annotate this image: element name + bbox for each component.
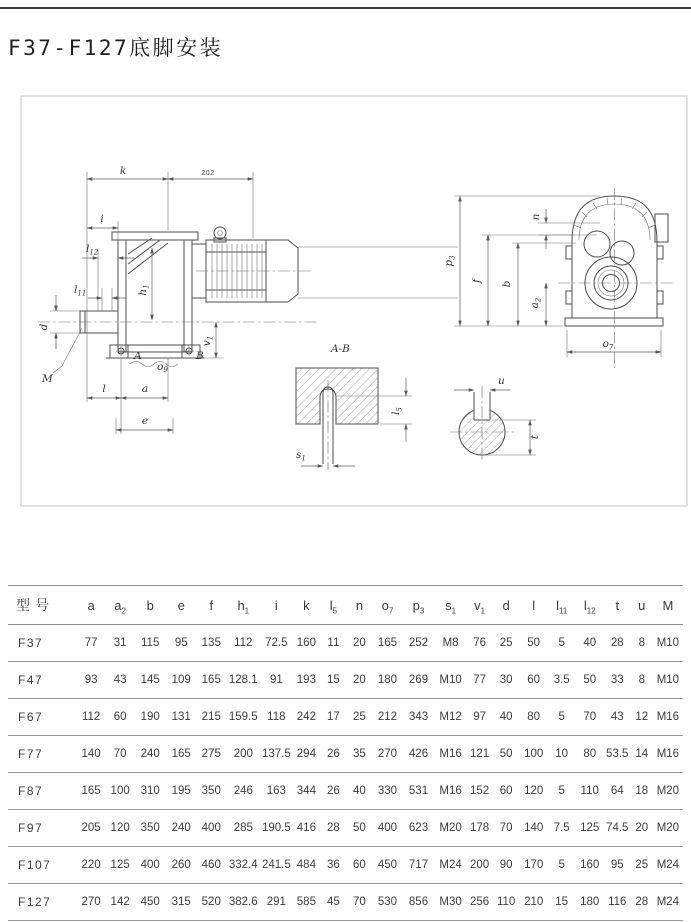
table-cell: 159.5 [228,711,258,723]
table-cell: 531 [408,785,429,797]
dim-label-d: d [38,323,50,331]
dim-label-k: k [119,165,127,177]
table-cell: 5 [558,859,565,871]
table-cell: 43 [113,674,127,686]
dim-label-l5: $l_5$ [390,407,404,415]
col-header-d: d [502,597,510,613]
table-cell: 36 [327,859,340,871]
col-header-n: n [355,597,364,613]
table-cell: M24 [656,896,680,908]
table-cell: 26 [327,785,340,797]
col-header-M: M [662,597,674,613]
table-cell: M16 [439,785,462,797]
table-cell: 291 [266,896,286,908]
table-cell: 142 [110,896,130,908]
table-cell: 110 [580,785,599,797]
table-cell: 70 [499,822,513,834]
table-cell: 450 [377,859,398,871]
table-cell: 110 [496,896,516,908]
dim-label-f: f [471,279,483,283]
table-cell: 165 [81,785,101,797]
table-cell: M10 [656,637,680,649]
dim-label-l12: $l_{12}$ [86,243,99,257]
table-cell: M20 [439,822,462,834]
table-cell: 26 [327,748,340,760]
table-cell: 64 [610,785,624,797]
drawing-frame [21,96,687,506]
table-cell: 35 [353,748,366,760]
dim-label-e: e [141,415,149,427]
table-cell: 100 [524,748,544,760]
table-cell: 5 [558,785,565,797]
table-cell: 50 [527,637,541,649]
dim-label-a: a [141,383,149,395]
table-cell: 50 [583,674,597,686]
table-cell: 72.5 [265,637,288,649]
col-header-l5: $l_5$ [329,597,338,616]
table-cell: 400 [201,822,221,834]
table-cell: 180 [377,674,398,686]
table-cell: 426 [408,748,429,760]
table-cell: 18 [635,785,649,797]
table-cell: 112 [234,637,253,649]
col-header-l: l [532,597,536,613]
table-cell: 246 [233,785,253,797]
table-cell: 344 [296,785,316,797]
table-row-f107 [8,847,683,884]
table-cell: 350 [201,785,221,797]
table-header [8,586,683,625]
section-title: A-B [331,343,350,355]
table-cell: M20 [656,785,680,797]
side-view-drawing [38,165,458,434]
col-header-a: a [87,597,95,613]
table-cell: 12 [635,711,649,723]
dim-label-202: 202 [201,170,215,177]
table-cell: 270 [81,896,101,908]
table-cell: 240 [171,822,191,834]
table-row-f97 [8,810,683,847]
table-cell: 450 [140,896,160,908]
table-cell: 285 [233,822,253,834]
table-cell: 585 [296,896,316,908]
page-top-rule [0,7,691,9]
table-cell: 252 [408,637,429,649]
table-cell: 77 [84,637,98,649]
table-cell: 125 [110,859,130,871]
table-cell: 530 [377,896,398,908]
table-cell: 95 [174,637,188,649]
table-cell: 15 [327,674,340,686]
col-header-f: f [209,597,214,613]
table-cell: 118 [267,711,286,723]
table-cell: 178 [470,822,490,834]
table-cell: 25 [635,859,649,871]
table-cell: 241.5 [261,859,291,871]
table-cell: 5 [558,637,565,649]
table-cell: 10 [555,748,569,760]
table-cell: 28 [327,822,340,834]
col-header-e: e [177,597,185,613]
table-cell: 165 [201,674,221,686]
model-cell: F87 [18,784,44,798]
col-header-model: 型号 [16,597,54,613]
table-cell: 60 [353,859,366,871]
table-cell: 53.5 [606,748,629,760]
table-cell: 135 [201,637,221,649]
dim-label-l11: $l_{11}$ [74,284,87,298]
dim-label-o9: o9 [157,361,168,374]
table-cell: 77 [473,674,486,686]
section-detail-ab [296,343,412,470]
table-cell: 93 [84,674,98,686]
table-cell: 15 [555,896,569,908]
col-header-h1: $h_1$ [237,597,250,616]
model-cell: F37 [18,636,44,650]
dim-label-b: b [501,280,513,288]
table-cell: 7.5 [553,822,570,834]
table-row-f127 [8,884,683,921]
dim-label-n: n [530,213,542,221]
table-cell: 140 [524,822,544,834]
model-cell: F97 [18,821,44,835]
table-cell: M16 [439,748,462,760]
table-cell: 28 [635,896,649,908]
table-cell: 400 [140,859,160,871]
col-header-i: i [274,597,278,613]
table-cell: 20 [353,637,366,649]
table-cell: M30 [439,896,462,908]
dim-label-i: i [100,213,104,225]
dimension-table [8,585,683,921]
col-header-v1: $v_1$ [474,597,486,616]
dim-label-h1: $h_1$ [137,284,151,296]
table-cell: 14 [635,748,649,760]
table-cell: 343 [408,711,429,723]
table-cell: 70 [353,896,366,908]
table-cell: 70 [583,711,597,723]
table-cell: 416 [296,822,316,834]
table-cell: 97 [473,711,486,723]
table-cell: 717 [408,859,429,871]
table-cell: 190 [140,711,160,723]
table-cell: 484 [296,859,316,871]
table-cell: 315 [171,896,191,908]
table-cell: 125 [580,822,600,834]
table-cell: 270 [377,748,398,760]
table-cell: M16 [656,711,680,723]
col-header-k: k [303,597,310,613]
dimension-table-wrap [8,585,684,921]
dim-label-u: u [498,375,505,387]
table-cell: 220 [81,859,101,871]
table-cell: 17 [327,711,340,723]
dim-label-t: t [529,434,541,440]
col-header-l12: $l_{12}$ [583,597,596,616]
table-cell: 112 [81,711,101,723]
rear-view-drawing [443,188,674,368]
table-cell: 180 [580,896,600,908]
table-cell: 170 [524,859,544,871]
table-cell: 20 [353,674,366,686]
col-header-s1: $s_1$ [445,597,457,616]
table-cell: 382.6 [228,896,258,908]
table-cell: 212 [377,711,398,723]
table-cell: 200 [233,748,253,760]
table-cell: 20 [635,822,649,834]
table-cell: 28 [610,637,624,649]
table-row-f77 [8,736,683,773]
table-cell: 121 [470,748,490,760]
table-cell: 109 [171,674,191,686]
table-cell: 40 [499,711,513,723]
dim-label-a2: $a_2$ [529,297,543,309]
table-cell: 195 [171,785,191,797]
table-cell: 623 [408,822,429,834]
table-cell: 160 [580,859,600,871]
table-cell: 128.1 [228,674,258,686]
table-cell: 210 [524,896,544,908]
table-cell: 330 [377,785,398,797]
dim-label-o7: $o_7$ [602,338,614,352]
table-cell: 80 [527,711,541,723]
table-cell: 40 [353,785,366,797]
dim-label-p3: $p_3$ [443,255,457,267]
col-header-o7: $o_7$ [381,597,394,616]
table-cell: 60 [527,674,541,686]
table-cell: M8 [442,637,459,649]
model-cell: F47 [18,673,44,687]
table-cell: 120 [524,785,544,797]
table-cell: 8 [638,637,645,649]
table-cell: 260 [171,859,191,871]
model-cell: F77 [18,747,44,761]
table-cell: 74.5 [606,822,629,834]
table-cell: 91 [269,674,283,686]
table-cell: 460 [201,859,221,871]
technical-drawing [20,95,688,507]
table-cell: 242 [296,711,316,723]
table-body [8,625,683,921]
table-cell: 205 [81,822,101,834]
table-cell: 50 [499,748,513,760]
table-cell: 120 [110,822,130,834]
point-label-B: B [196,350,204,362]
table-cell: 25 [499,637,513,649]
table-cell: 115 [141,637,160,649]
dim-label-l: l [102,383,106,395]
table-row-f67 [8,699,683,736]
table-row-f47 [8,662,683,699]
table-cell: M24 [439,859,462,871]
table-cell: M24 [656,859,680,871]
table-cell: 269 [408,674,429,686]
table-cell: M12 [439,711,462,723]
table-cell: 145 [140,674,160,686]
col-header-a2: $a_2$ [114,597,126,616]
dim-label-M: M [42,373,53,385]
table-cell: 25 [353,711,366,723]
dim-label-v1: $v_1$ [201,335,215,347]
table-cell: 95 [610,859,624,871]
table-cell: 100 [110,785,130,797]
model-cell: F127 [18,895,52,909]
table-cell: 137.5 [261,748,291,760]
table-cell: M10 [656,674,680,686]
table-cell: 310 [140,785,160,797]
table-cell: 165 [377,637,398,649]
model-cell: F67 [18,710,44,724]
table-cell: 80 [583,748,597,760]
table-cell: 256 [470,896,490,908]
col-header-u: u [638,597,646,613]
table-cell: 76 [473,637,486,649]
dim-label-s1: $s_1$ [296,449,306,463]
table-cell: 856 [408,896,429,908]
col-header-b: b [146,597,154,613]
table-cell: 275 [201,748,221,760]
table-cell: 165 [171,748,191,760]
table-cell: M20 [656,822,680,834]
table-cell: 294 [296,748,316,760]
col-header-l11: $l_{11}$ [556,597,568,616]
table-cell: 400 [377,822,398,834]
table-cell: 45 [327,896,340,908]
table-cell: 520 [201,896,221,908]
table-cell: 131 [171,711,191,723]
table-cell: 215 [201,711,221,723]
table-cell: 140 [81,748,101,760]
table-cell: 8 [638,674,645,686]
point-label-A: A [134,350,142,362]
table-row-f87 [8,773,683,810]
table-cell: 33 [610,674,624,686]
model-cell: F107 [18,858,52,872]
table-cell: 40 [583,637,597,649]
table-cell: 70 [113,748,127,760]
table-cell: 350 [140,822,160,834]
table-cell: M10 [439,674,462,686]
table-cell: 200 [470,859,490,871]
table-cell: 90 [499,859,513,871]
table-cell: 50 [353,822,366,834]
table-cell: 11 [327,637,340,649]
table-cell: 163 [266,785,286,797]
page-title: F37-F127底脚安装 [8,36,224,60]
table-cell: 116 [608,896,627,908]
col-header-p3: $p_3$ [412,597,425,616]
table-cell: 190.5 [261,822,291,834]
table-cell: 5 [558,711,565,723]
table-cell: 160 [296,637,316,649]
col-header-t: t [615,597,620,613]
table-row-f37 [8,625,683,662]
table-cell: 43 [610,711,624,723]
table-cell: 193 [296,674,316,686]
keyway-detail [450,375,541,462]
table-cell: 152 [470,785,490,797]
table-cell: 3.5 [553,674,570,686]
table-cell: 31 [113,637,127,649]
table-cell: 30 [499,674,513,686]
table-header-row [8,586,683,625]
table-cell: 240 [140,748,160,760]
table-cell: M16 [656,748,680,760]
table-cell: 332.4 [228,859,258,871]
table-cell: 60 [113,711,127,723]
table-cell: 60 [499,785,513,797]
